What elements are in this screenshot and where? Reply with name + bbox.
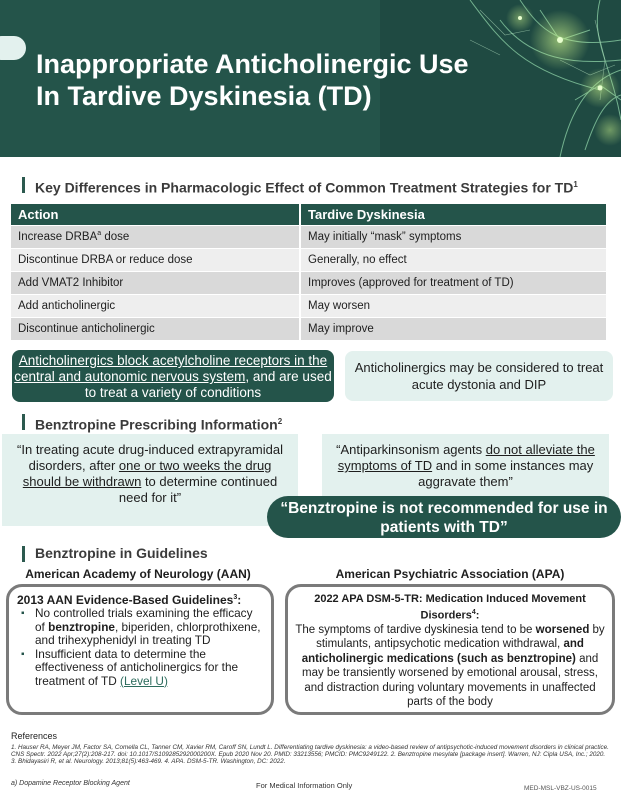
footnote-sup: a bbox=[97, 230, 102, 238]
card-title-punct: : bbox=[475, 609, 480, 622]
table-cell-action bbox=[11, 225, 300, 248]
page-title-line-1: Inappropriate Anticholinergic Use bbox=[36, 49, 469, 79]
table-cell-effect: May initially “mask” symptoms bbox=[300, 225, 606, 248]
quote-underlined: one or two weeks the drug should be withdrawn bbox=[22, 458, 272, 489]
card-title-punct: : bbox=[237, 593, 242, 607]
table-cell-action: Add VMAT2 Inhibitor bbox=[11, 271, 300, 294]
table-header-row bbox=[11, 204, 606, 225]
not-recommended-banner: “Benztropine is not recommended for use in patients with TD” bbox=[267, 496, 621, 538]
body-text: by stimulants, antipsychotic medication withdrawal, bbox=[316, 623, 605, 651]
treatment-effects-table bbox=[11, 204, 606, 340]
quote-text: “Antiparkinsonism agents bbox=[336, 442, 486, 457]
body-text: The symptoms of tardive dyskinesia tend to be bbox=[295, 623, 536, 636]
medical-info-only-label: For Medical Information Only bbox=[256, 781, 353, 790]
anticholinergic-mechanism-callout bbox=[12, 350, 334, 402]
aan-card-title bbox=[17, 593, 263, 607]
cell-text: dose bbox=[101, 230, 130, 243]
section-heading-text: Benztropine Prescribing Information bbox=[35, 416, 278, 433]
list-item bbox=[17, 648, 263, 689]
apa-card-body bbox=[294, 623, 606, 710]
section-heading-guidelines bbox=[22, 546, 208, 562]
quote-text: to determine continued need for it” bbox=[118, 474, 278, 505]
body-bold: worsened bbox=[535, 623, 590, 636]
header-banner bbox=[0, 0, 621, 157]
bullet-text: , biperiden, chlorprothixene, and trihexyphenidyl in treating TD bbox=[35, 619, 261, 647]
table-row bbox=[11, 248, 606, 271]
body-bold: and anticholinergic medications (such as benztropine) bbox=[301, 638, 584, 665]
bullet-bold: benztropine bbox=[48, 619, 115, 634]
document-code: MED-MSL-VBZ-US-0015 bbox=[524, 785, 597, 792]
citation-sup: 1 bbox=[573, 180, 578, 189]
quote-underlined: do not alleviate the symptoms of TD bbox=[337, 442, 595, 473]
cell-text: Increase DRBA bbox=[18, 230, 98, 243]
quote-text: “In treating acute drug-induced extrapyramidal disorders, after bbox=[17, 442, 283, 473]
level-u-link[interactable]: (Level U) bbox=[120, 673, 168, 688]
citation-sup: 4 bbox=[471, 609, 476, 616]
page-title-line-2: In Tardive Dyskinesia (TD) bbox=[36, 81, 372, 111]
table-row bbox=[11, 294, 606, 317]
table-cell-action: Discontinue anticholinergic bbox=[11, 317, 300, 340]
apa-org-label: American Psychiatric Association (APA) bbox=[335, 567, 565, 581]
aan-guideline-card bbox=[6, 584, 274, 715]
references-title: References bbox=[11, 731, 58, 741]
section-heading-text: Benztropine in Guidelines bbox=[35, 545, 208, 561]
footnote-drba: a) Dopamine Receptor Blocking Agent bbox=[11, 780, 130, 787]
table-row bbox=[11, 225, 606, 248]
aan-org-label: American Academy of Neurology (AAN) bbox=[25, 567, 251, 581]
apa-card-title bbox=[294, 593, 606, 623]
column-header-td: Tardive Dyskinesia bbox=[300, 204, 606, 225]
references-text: 1. Hauser RA, Meyer JM, Factor SA, Comella CL, Tanner CM, Xavier RM, Caroff SN, Lundt L. Differentiating tardive dyskinesia: a video-based review of antipsychotic-induced movement disorders in clinical practice. CNS Spectr. 2022 Apr;27(2):208-217. doi: 10.1017/S109285292000200X. Epub 2020 Nov 20. PMID: 33213556; PMCID: PMC9249122. 2. Benztropine mesylate [package insert]. Warren, NJ: Cipla USA, Inc.; 2020. 3. Bhidayasiri R, et al. Neurology. 2013;81(5):463-469. 4. APA. DSM-5-TR. Washington, DC: 2022. bbox=[11, 744, 609, 765]
anticholinergic-use-callout: Anticholinergics may be considered to treat acute dystonia and DIP bbox=[345, 351, 613, 401]
card-title-text: 2022 APA DSM-5-TR: Medication Induced Movement Disorders bbox=[314, 593, 586, 622]
citation-sup: 3 bbox=[233, 594, 238, 601]
callout-underlined-text: Anticholinergics block acetylcholine receptors in the central and autonomic nervous system bbox=[14, 353, 328, 384]
body-text: and may be transiently worsened by emotional arousal, stress, and distraction during voluntary movements in unaffected parts of the body bbox=[302, 652, 599, 709]
bullet-text: No controlled trials examining the efficacy of bbox=[35, 606, 253, 634]
apa-guideline-card bbox=[285, 584, 615, 715]
table-cell-effect: Generally, no effect bbox=[300, 248, 606, 271]
table-cell-action: Add anticholinergic bbox=[11, 294, 300, 317]
table-cell-effect: May improve bbox=[300, 317, 606, 340]
aan-bullet-list bbox=[17, 607, 263, 688]
section-heading-prescribing-info bbox=[22, 414, 283, 433]
list-item bbox=[17, 607, 263, 648]
table-row bbox=[11, 271, 606, 294]
bullet-text: Insufficient data to determine the effectiveness of anticholinergics for the treatment of TD bbox=[35, 646, 239, 688]
table-cell-action: Discontinue DRBA or reduce dose bbox=[11, 248, 300, 271]
table-cell-effect: May worsen bbox=[300, 294, 606, 317]
section-heading-key-differences bbox=[22, 177, 578, 196]
card-title-text: 2013 AAN Evidence-Based Guidelines bbox=[17, 593, 234, 607]
citation-sup: 2 bbox=[277, 417, 283, 426]
page-title bbox=[36, 48, 536, 112]
section-heading-text: Key Differences in Pharmacologic Effect of Common Treatment Strategies for TD bbox=[35, 179, 574, 196]
callout-text: , and are used to treat a variety of conditions bbox=[84, 369, 332, 400]
quote-text: and in some instances may aggravate them” bbox=[418, 458, 594, 489]
table-cell-effect: Improves (approved for treatment of TD) bbox=[300, 271, 606, 294]
quote-withdrawal bbox=[2, 434, 298, 526]
table-row bbox=[11, 317, 606, 340]
header-accent-pill bbox=[0, 36, 26, 60]
column-header-action: Action bbox=[11, 204, 300, 225]
